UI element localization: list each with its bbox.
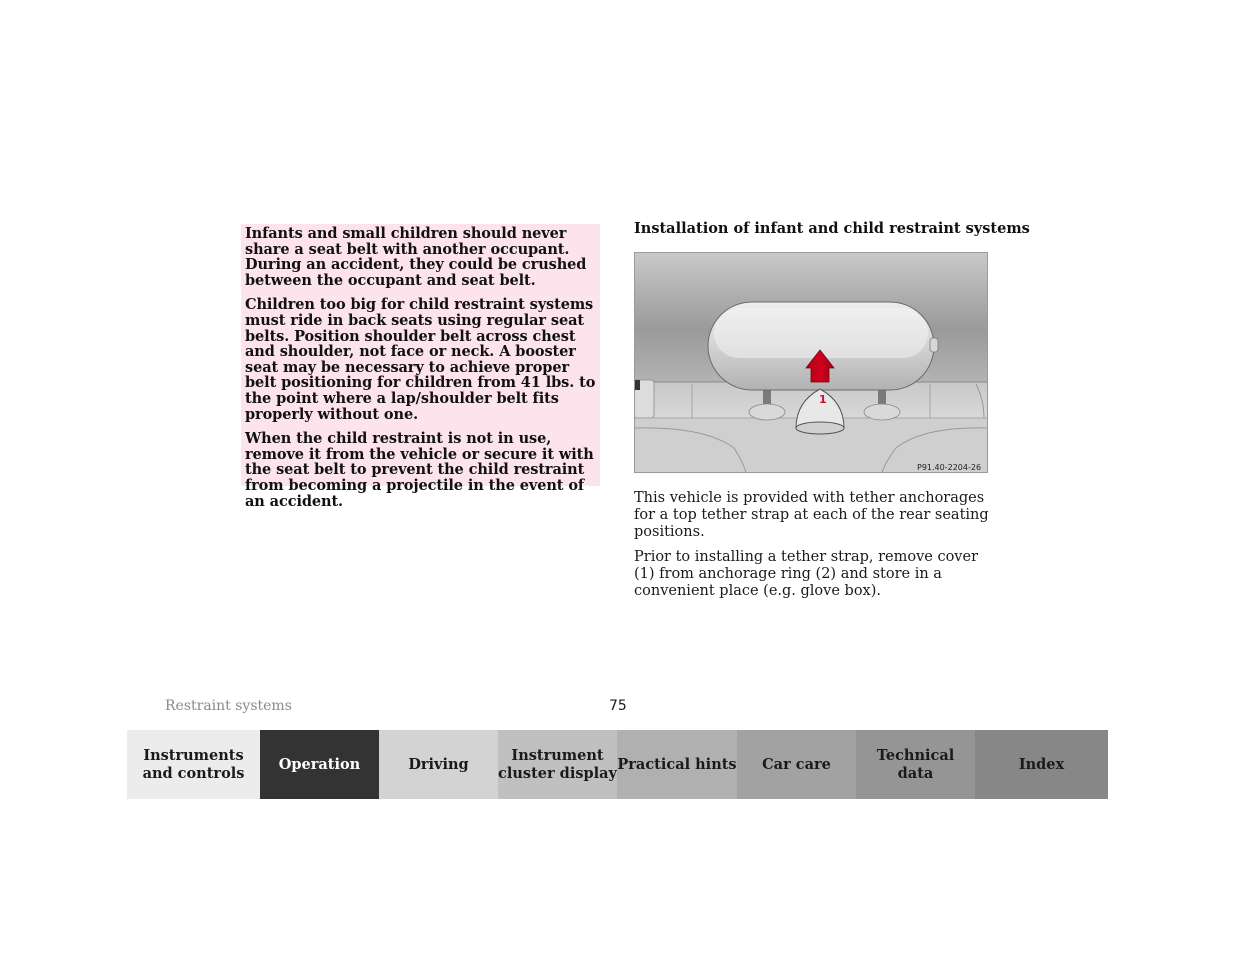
tab-technical-data[interactable] — [856, 730, 975, 799]
tab-label: Practical hints — [617, 755, 737, 773]
section-title: Installation of infant and child restraint systems — [634, 220, 1030, 237]
tab-label: Operation — [278, 755, 361, 773]
tab-label: Driving — [408, 755, 469, 773]
tab-label: Technical — [876, 746, 955, 764]
warning-box — [241, 224, 600, 510]
tab-practical-hints[interactable] — [617, 730, 737, 799]
page-number: 75 — [609, 698, 627, 714]
tab-instruments-and-controls[interactable] — [127, 730, 260, 799]
warning-paragraph: Infants and small children should never share a seat belt with another occupant. During an accident, they could be crushed between the occupant and seat belt. — [245, 225, 587, 289]
tether-anchorage-illustration — [634, 252, 988, 473]
warning-paragraph: When the child restraint is not in use, remove it from the vehicle or secure it with the seat belt to prevent the child restraint from becoming a projectile in the event of an accident. — [245, 430, 594, 510]
body-text — [634, 490, 994, 608]
tab-label: Car care — [762, 755, 831, 773]
tab-label: Instrument — [511, 746, 604, 764]
tab-instrument-cluster-display[interactable] — [498, 730, 617, 799]
body-paragraph: This vehicle is provided with tether anchorages for a top tether strap at each of the rear seating positions. — [634, 490, 989, 540]
tab-operation[interactable] — [260, 730, 379, 799]
figure-code: P91.40-2204-26 — [917, 463, 982, 472]
tether-anchorage-figure — [634, 252, 988, 473]
callout-label: 1 — [819, 393, 827, 406]
tab-label: and controls — [142, 764, 245, 782]
tab-label: Instruments — [143, 746, 244, 764]
tab-label: cluster display — [498, 764, 617, 782]
chapter-tabbar — [127, 730, 1108, 799]
footer-section-title: Restraint systems — [165, 698, 292, 714]
tab-label: Index — [1018, 755, 1065, 773]
warning-paragraph: Children too big for child restraint systems must ride in back seats using regular seat belts. Position shoulder belt across chest and shoulder, not face or neck. A booster seat may be necessary to achieve proper belt positioning for children from 41 lbs. to the point where a lap/shoulder belt fits properly without one. — [245, 296, 596, 423]
tab-driving[interactable] — [379, 730, 498, 799]
tab-index[interactable] — [975, 730, 1108, 799]
tab-label: data — [897, 764, 934, 782]
tab-car-care[interactable] — [737, 730, 856, 799]
body-paragraph: Prior to installing a tether strap, remove cover (1) from anchorage ring (2) and store in a convenient place (e.g. glove box). — [634, 549, 979, 599]
